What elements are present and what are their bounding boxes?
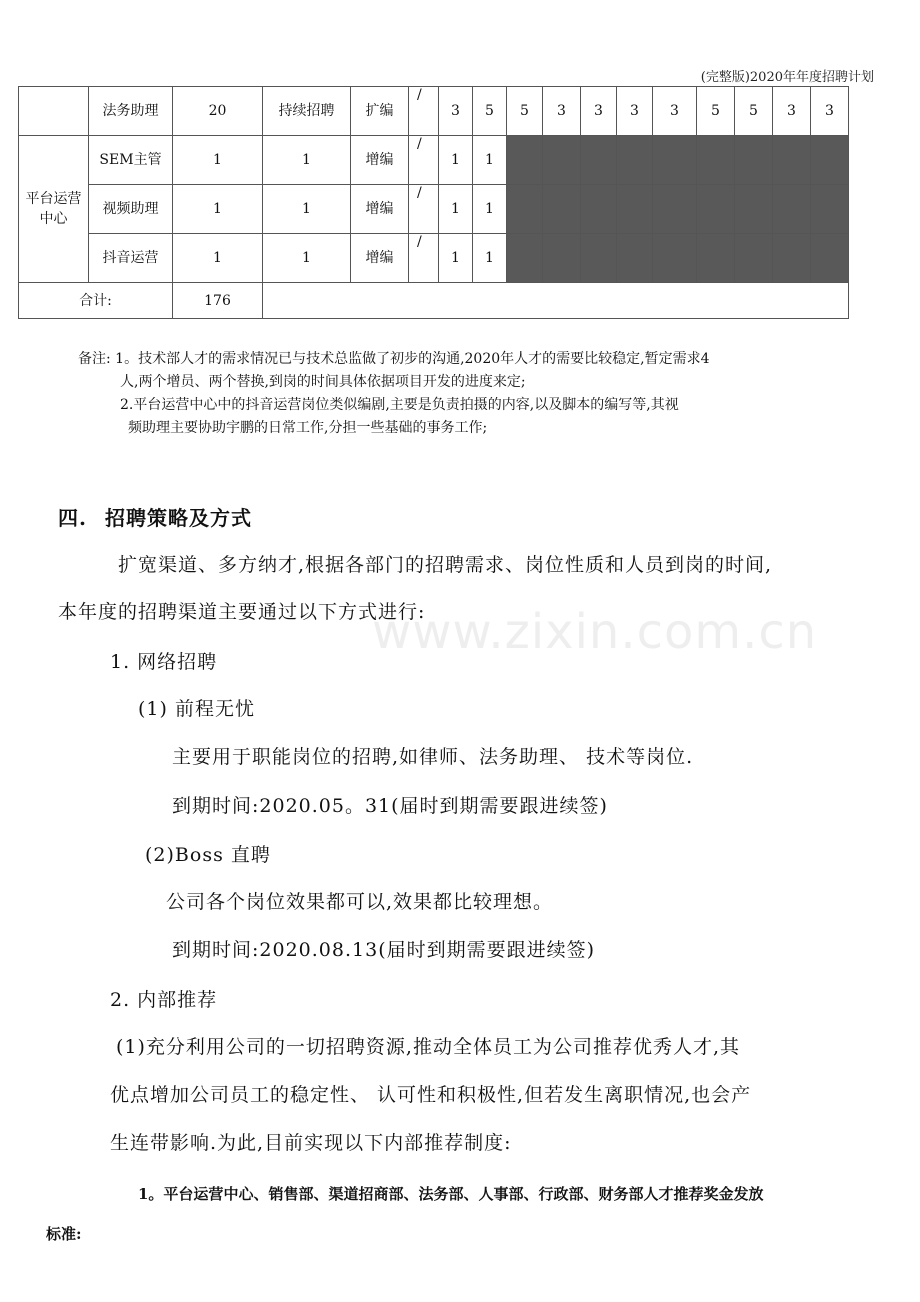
type-cell: 增编 — [351, 185, 409, 234]
shaded-cell — [811, 136, 849, 185]
table-row — [19, 234, 849, 283]
rule-line: 标准: — [46, 1225, 82, 1243]
remark-line: 人,两个增员、两个替换,到岗的时间具体依据项目开发的进度来定; — [120, 374, 526, 390]
shaded-cell — [507, 185, 543, 234]
shaded-cell — [617, 234, 653, 283]
shaded-cell — [507, 234, 543, 283]
shaded-cell — [735, 136, 773, 185]
shaded-cell — [735, 234, 773, 283]
position-cell: 法务助理 — [89, 87, 173, 136]
month-cell: 1 — [473, 234, 507, 283]
dept-cell — [19, 87, 89, 136]
list-heading: 1. 网络招聘 — [110, 651, 218, 673]
table-row — [19, 185, 849, 234]
count-cell: 1 — [173, 234, 263, 283]
month-cell: 5 — [473, 87, 507, 136]
list-heading: 2. 内部推荐 — [110, 989, 218, 1011]
shaded-cell — [697, 185, 735, 234]
month-cell: 1 — [473, 136, 507, 185]
section-number: 四. — [58, 506, 87, 530]
count-cell: 1 — [173, 136, 263, 185]
paragraph-line: 优点增加公司员工的稳定性、 认可性和积极性,但若发生离职情况,也会产 — [110, 1084, 752, 1106]
status-cell: 1 — [263, 136, 351, 185]
status-cell: 1 — [263, 234, 351, 283]
shaded-cell — [581, 185, 617, 234]
shaded-cell — [653, 234, 697, 283]
paragraph-line: 主要用于职能岗位的招聘,如律师、法务助理、 技术等岗位. — [172, 746, 694, 768]
type-cell: 增编 — [351, 234, 409, 283]
table-row — [19, 87, 849, 136]
position-cell: 抖音运营 — [89, 234, 173, 283]
shaded-cell — [653, 185, 697, 234]
sub-heading: (2)Boss 直聘 — [145, 844, 271, 866]
status-cell: 持续招聘 — [263, 87, 351, 136]
slash-cell: / — [409, 185, 439, 234]
month-cell: 3 — [653, 87, 697, 136]
shaded-cell — [773, 234, 811, 283]
total-label: 合计: — [19, 283, 173, 319]
rule-line: 1。平台运营中心、销售部、渠道招商部、法务部、人事部、行政部、财务部人才推荐奖金发放 — [138, 1185, 764, 1203]
month-cell: 5 — [507, 87, 543, 136]
sub-heading: (1) 前程无忧 — [138, 698, 255, 720]
shaded-cell — [543, 136, 581, 185]
position-cell: SEM主管 — [89, 136, 173, 185]
shaded-cell — [543, 234, 581, 283]
total-value: 176 — [173, 283, 263, 319]
count-cell: 20 — [173, 87, 263, 136]
remark-line: 2.平台运营中心中的抖音运营岗位类似编剧,主要是负责拍摄的内容,以及脚本的编写等,其视 — [120, 397, 679, 413]
section-heading — [58, 502, 252, 531]
shaded-cell — [581, 136, 617, 185]
shaded-cell — [773, 185, 811, 234]
status-cell: 1 — [263, 185, 351, 234]
paragraph-line: 扩宽渠道、多方纳才,根据各部门的招聘需求、岗位性质和人员到岗的时间, — [118, 554, 773, 576]
slash-cell: / — [409, 87, 439, 136]
remarks-block — [78, 348, 878, 440]
paragraph-line: 公司各个岗位效果都可以,效果都比较理想。 — [166, 891, 554, 913]
shaded-cell — [811, 185, 849, 234]
document-header-title: (完整版)2020年年度招聘计划 — [700, 70, 874, 85]
shaded-cell — [543, 185, 581, 234]
remark-line: 频助理主要协助宇鹏的日常工作,分担一些基础的事务工作; — [128, 420, 488, 436]
watermark-text: www.zixin.com.cn — [372, 604, 818, 660]
expire-line: 到期时间:2020.05。31(届时到期需要跟进续签) — [172, 795, 608, 817]
remark-line: 备注: 1。技术部人才的需求情况已与技术总监做了初步的沟通,2020年人才的需要比较稳定,暂定需求4 — [78, 351, 710, 367]
paragraph-line: (1)充分利用公司的一切招聘资源,推动全体员工为公司推荐优秀人才,其 — [116, 1036, 740, 1058]
shaded-cell — [697, 136, 735, 185]
month-cell: 3 — [617, 87, 653, 136]
position-cell: 视频助理 — [89, 185, 173, 234]
shaded-cell — [617, 136, 653, 185]
month-cell: 1 — [439, 234, 473, 283]
shaded-cell — [735, 185, 773, 234]
month-cell: 3 — [773, 87, 811, 136]
month-cell: 3 — [581, 87, 617, 136]
shaded-cell — [507, 136, 543, 185]
section-title: 招聘策略及方式 — [104, 506, 252, 530]
month-cell: 1 — [439, 185, 473, 234]
month-cell: 5 — [697, 87, 735, 136]
shaded-cell — [617, 185, 653, 234]
shaded-cell — [581, 234, 617, 283]
recruitment-table — [18, 86, 849, 319]
month-cell: 3 — [811, 87, 849, 136]
month-cell: 1 — [439, 136, 473, 185]
type-cell: 扩编 — [351, 87, 409, 136]
dept-cell: 平台运营中心 — [19, 136, 89, 283]
type-cell: 增编 — [351, 136, 409, 185]
slash-cell: / — [409, 136, 439, 185]
shaded-cell — [697, 234, 735, 283]
slash-cell: / — [409, 234, 439, 283]
shaded-cell — [811, 234, 849, 283]
count-cell: 1 — [173, 185, 263, 234]
month-cell: 3 — [439, 87, 473, 136]
month-cell: 1 — [473, 185, 507, 234]
shaded-cell — [773, 136, 811, 185]
shaded-cell — [653, 136, 697, 185]
month-cell: 3 — [543, 87, 581, 136]
table-total-row — [19, 283, 849, 319]
paragraph-line: 本年度的招聘渠道主要通过以下方式进行: — [58, 601, 426, 623]
paragraph-line: 生连带影响.为此,目前实现以下内部推荐制度: — [110, 1132, 512, 1154]
table-row — [19, 136, 849, 185]
month-cell: 5 — [735, 87, 773, 136]
total-empty-cell — [263, 283, 849, 319]
expire-line: 到期时间:2020.08.13(届时到期需要跟进续签) — [172, 939, 596, 961]
